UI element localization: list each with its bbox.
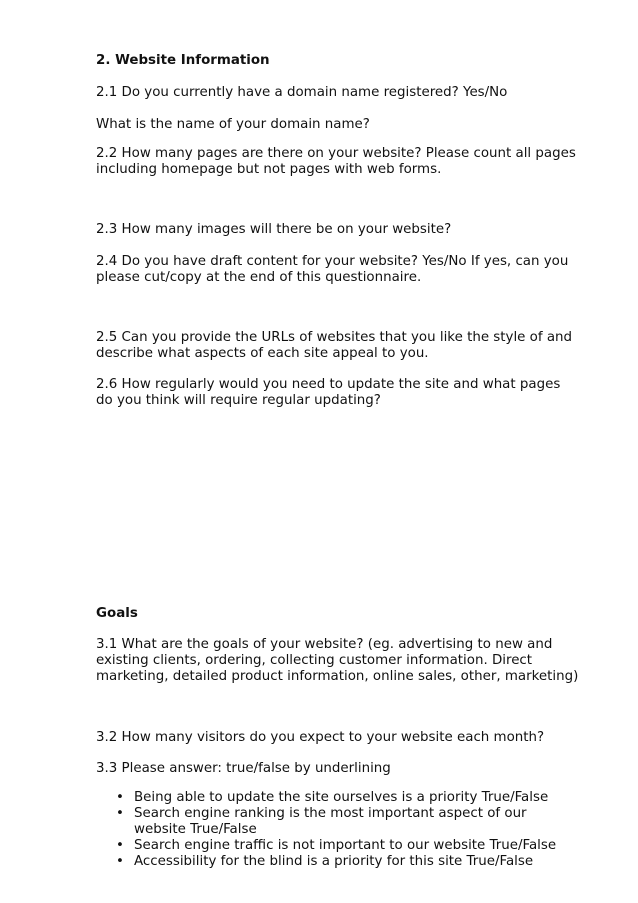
bullet-icon: • [116, 838, 124, 853]
question-2-6-line-1: 2.6 How regularly would you need to update the site and what pages [96, 377, 561, 392]
bullet-icon: • [116, 854, 124, 869]
section-heading-website-information: 2. Website Information [96, 53, 270, 68]
true-false-list [96, 790, 576, 870]
question-2-5-line-1: 2.5 Can you provide the URLs of websites that you like the style of and [96, 330, 573, 345]
question-2-4-line-1: 2.4 Do you have draft content for your website? Yes/No If yes, can you [96, 254, 569, 269]
question-2-5-line-2: describe what aspects of each site appeal to you. [96, 346, 429, 361]
question-2-6-line-2: do you think will require regular updating? [96, 393, 381, 408]
list-item [96, 854, 576, 870]
question-3-2: 3.2 How many visitors do you expect to your website each month? [96, 730, 545, 745]
question-3-1-line-1: 3.1 What are the goals of your website? (eg. advertising to new and [96, 637, 553, 652]
list-item-text: Search engine traffic is not important to our website True/False [134, 838, 557, 853]
question-2-3: 2.3 How many images will there be on your website? [96, 222, 452, 237]
bullet-icon: • [116, 806, 124, 821]
question-2-2-line-1: 2.2 How many pages are there on your website? Please count all pages [96, 146, 576, 161]
section-heading-goals: Goals [96, 606, 138, 621]
list-item-text: Accessibility for the blind is a priority for this site True/False [134, 854, 534, 869]
question-2-4-line-2: please cut/copy at the end of this questionnaire. [96, 270, 422, 285]
question-domain-name: What is the name of your domain name? [96, 117, 370, 132]
list-item-text: Being able to update the site ourselves is a priority True/False [134, 790, 549, 805]
list-item [96, 838, 576, 854]
list-item-text: Search engine ranking is the most important aspect of our website True/False [134, 806, 527, 837]
question-3-3: 3.3 Please answer: true/false by underlining [96, 761, 391, 776]
list-item [96, 806, 576, 838]
question-3-1-line-3: marketing, detailed product information, online sales, other, marketing) [96, 669, 579, 684]
list-item [96, 790, 576, 806]
question-2-1: 2.1 Do you currently have a domain name registered? Yes/No [96, 85, 508, 100]
bullet-icon: • [116, 790, 124, 805]
question-3-1-line-2: existing clients, ordering, collecting customer information. Direct [96, 653, 533, 668]
question-2-2-line-2: including homepage but not pages with web forms. [96, 162, 442, 177]
